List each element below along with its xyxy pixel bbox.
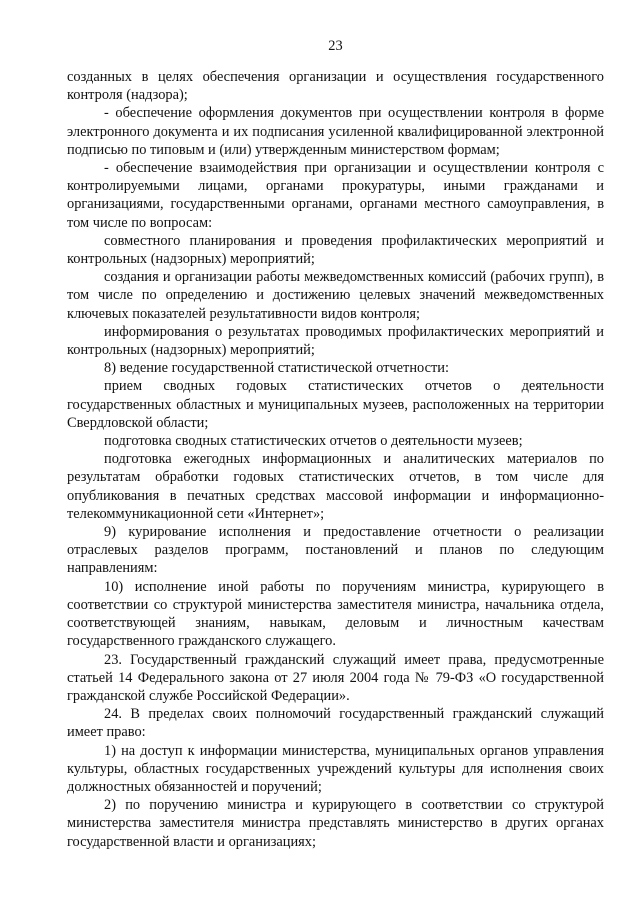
paragraph: информирования о результатах проводимых профилактических мероприятий и контрольных (надзорных) мероприятий; [67, 323, 604, 359]
paragraph: 9) курирование исполнения и предоставление отчетности о реализации отраслевых разделов программ, постановлений и планов по следующим направлениям: [67, 524, 604, 577]
paragraph: 24. В пределах своих полномочий государственный гражданский служащий имеет право: [67, 706, 604, 741]
paragraph: 10) исполнение иной работы по поручениям министра, курирующего в соответствии со структурой министерства заместителя министра, начальника отдела, соответствующей знаниям, навыкам, деловым и личностным качествам государственного гражданского служащего. [67, 578, 604, 650]
paragraph: - обеспечение взаимодействия при организации и осуществлении контроля с контролируемыми лицами, органами прокуратуры, иными гражданами и организациями, государственными органами, органами местного самоуправления, в том числе по вопросам: [67, 160, 604, 231]
paragraph: прием сводных годовых статистических отчетов о деятельности государственных областных и муниципальных музеев, расположенных на территории Свердловской области; [67, 378, 604, 431]
paragraph: подготовка сводных статистических отчетов о деятельности музеев; [104, 433, 523, 450]
paragraph: 2) по поручению министра и курирующего в соответствии со структурой министерства заместителя министра представлять министерство в других органах государственной власти и организациях; [67, 797, 604, 850]
paragraph: - обеспечение оформления документов при осуществлении контроля в форме электронного документа и их подписания усиленной квалифицированной электронной подписью по типовым и (или) утвержденным министерством формам; [67, 105, 604, 158]
paragraph: 1) на доступ к информации министерства, муниципальных органов управления культуры, областных государственных учреждений культуры для исполнения своих должностных обязанностей и поручений; [67, 742, 604, 795]
document-body [67, 68, 604, 851]
paragraph: подготовка ежегодных информационных и аналитических материалов по результатам обработки годовых статистических отчетов, в том числе для опубликования в печатных средствах массовой информации и информационно-телекоммуникационной сети «Интернет»; [67, 451, 604, 522]
paragraph: 23. Государственный гражданский служащий имеет права, предусмотренные статьей 14 Федерального закона от 27 июля 2004 года № 79-ФЗ «О государственной гражданской службе Российской Федерации». [67, 651, 604, 704]
paragraph: 8) ведение государственной статистической отчетности: [104, 360, 449, 377]
paragraph: созданных в целях обеспечения организации и осуществления государственного контроля (надзора); [67, 69, 604, 104]
page-number: 23 [328, 38, 343, 54]
paragraph: создания и организации работы межведомственных комиссий (рабочих групп), в том числе по определению и достижению целевых значений межведомственных ключевых показателей результативности видов контроля; [67, 269, 604, 322]
paragraph: совместного планирования и проведения профилактических мероприятий и контрольных (надзорных) мероприятий; [67, 232, 604, 268]
